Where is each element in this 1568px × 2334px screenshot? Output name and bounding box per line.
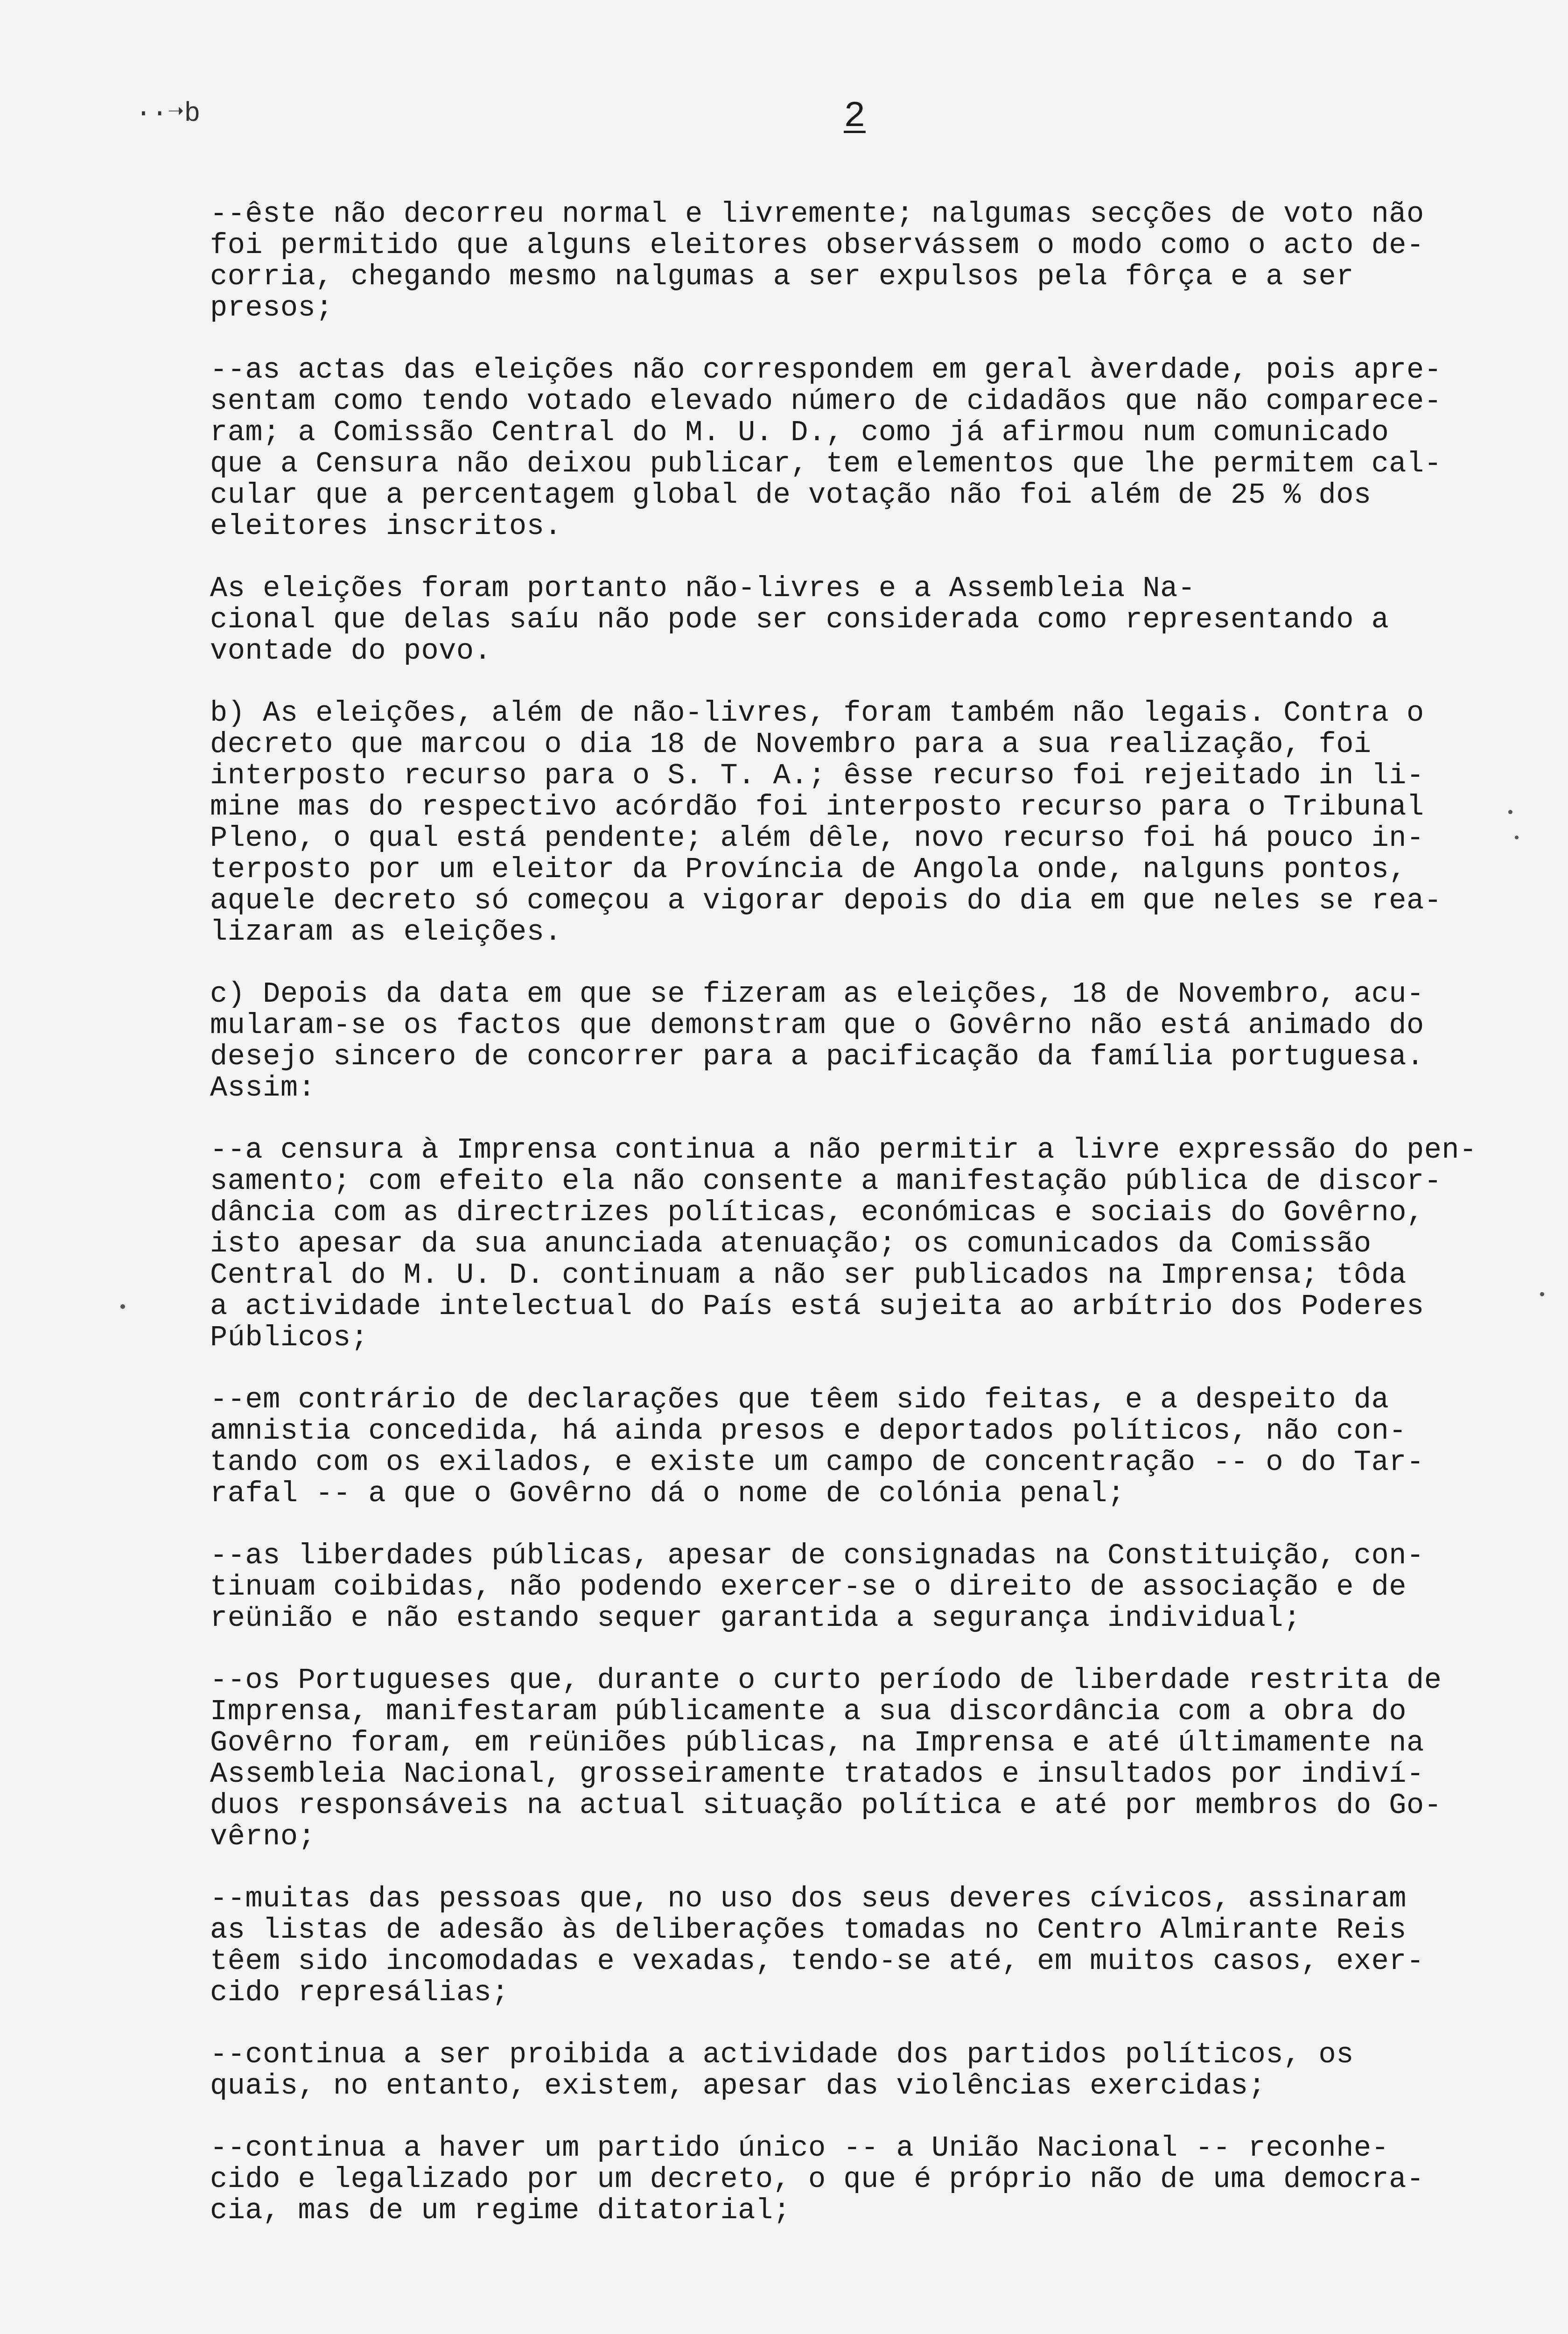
ink-speck: [1508, 810, 1512, 814]
page-number: 2: [844, 96, 866, 137]
paragraph-single-party: --continua a haver um partido único -- a União Nacional -- reconhe- cido e legalizado por um decreto, o que é próprio não de uma democra- cia, mas de um regime ditatorial;: [210, 2131, 1424, 2227]
ink-speck: [120, 1304, 125, 1309]
ink-speck: [1515, 836, 1519, 839]
paragraph-reprisals: --muitas das pessoas que, no uso dos seus deveres cívicos, assinaram as listas de adesão às deliberações tomadas no Centro Almirante Reis têem sido incomodadas e vexadas, tendo-se até, em muitos casos, exer- cido represálias;: [210, 1882, 1424, 2009]
ink-speck: [1540, 1292, 1544, 1296]
paragraph-political-prisoners: --em contrário de declarações que têem sido feitas, e a despeito da amnistia concedida, há ainda presos e deportados políticos, não con- tando com os exilados, e existe um campo de concentração -- o do Tar- rafal -- a que o Govêrno dá o nome de colónia penal;: [210, 1383, 1424, 1510]
document-body: [210, 198, 1531, 2257]
paragraph-election-irregularities: --êste não decorreu normal e livremente; nalgumas secções de voto não foi permitido que alguns eleitores observássem o modo como o acto de- corria, chegando mesmo nalgumas a ser expulsos pela fôrça e a ser presos;: [210, 197, 1424, 324]
paragraph-election-records: --as actas das eleições não correspondem em geral àverdade, pois apre- sentam como tendo votado elevado número de cidadãos que não comparece- ram; a Comissão Central do M. U. D., como já afirmou num comunicado que a Censura não deixou publicar, tem elementos que lhe permitem cal- cular que a percentagem global de votação não foi além de 25 % dos eleitores inscritos.: [210, 353, 1442, 543]
paragraph-public-liberties: --as liberdades públicas, apesar de consignadas na Constituição, con- tinuam coibidas, não podendo exercer-se o direito de associação e de reünião e não estando sequer garantida a segurança individual;: [210, 1539, 1424, 1635]
paragraph-conclusion-a: As eleições foram portanto não-livres e a Assembleia Na- cional que delas saíu não pode ser considerada como representando a vontade do povo.: [210, 572, 1389, 668]
paragraph-insulted-citizens: --os Portugueses que, durante o curto período de liberdade restrita de Imprensa, manifestaram públicamente a sua discordância com a obra do Govêrno foram, em reüniões públicas, na Imprensa e até últimamente na Assembleia Nacional, grosseiramente tratados e insultados por indiví- duos responsáveis na actual situação política e até por membros do Go- vêrno;: [210, 1664, 1442, 1853]
paragraph-parties-prohibited: --continua a ser proibida a actividade dos partidos políticos, os quais, no entanto, existem, apesar das violências exercidas;: [210, 2038, 1354, 2102]
paragraph-b-legality: b) As eleições, além de não-livres, foram também não legais. Contra o decreto que marcou o dia 18 de Novembro para a sua realização, foi interposto recurso para o S. T. A.; êsse recurso foi rejeitado in li- mine mas do respectivo acórdão foi interposto recurso para o Tribunal Pleno, o qual está pendente; além dêle, novo recurso foi há pouco in- terposto por um eleitor da Província de Angola onde, nalguns pontos, aquele decreto só começou a vigorar depois do dia em que neles se rea- lizaram as eleições.: [210, 696, 1442, 949]
paragraph-censorship: --a censura à Imprensa continua a não permitir a livre expressão do pen- samento; com efeito ela não consente a manifestação pública de discor- dância com as directrizes políticas, económicas e sociais do Govêrno, isto apesar da sua anunciada atenuação; os comunicados da Comissão Central do M. U. D. continuam a não ser publicados na Imprensa; tôda a actividade intelectual do País está sujeita ao arbítrio dos Poderes Públicos;: [210, 1133, 1477, 1354]
paragraph-c-after-elections: c) Depois da data em que se fizeram as eleições, 18 de Novembro, acu- mularam-se os factos que demonstram que o Govêrno não está animado do desejo sincero de concorrer para a pacificação da família portuguesa. Assim:: [210, 977, 1424, 1104]
corner-mark: ··➝b: [135, 99, 201, 129]
